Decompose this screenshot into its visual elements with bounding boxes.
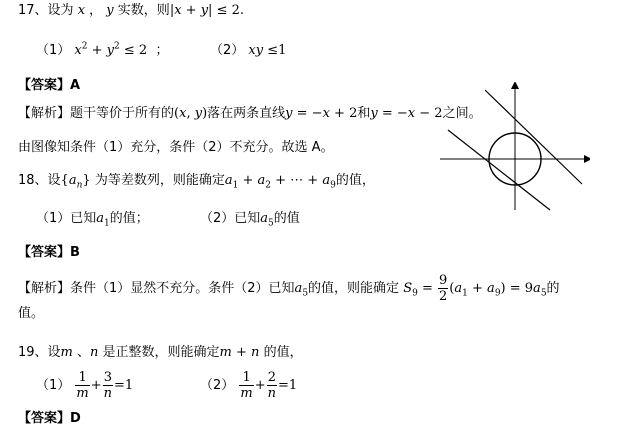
q18-analysis: 【解析】条件（1）显然不充分。条件（2）已知$a_5$的值，则能确定 $S_9$ = $\frac{9}{2}$ $(a_1 + a_9) = 9a_5$的	[18, 273, 560, 304]
q19-condition-2: （2） $\frac{1}{m}$ + $\frac{2}{n}$ =1	[200, 370, 298, 401]
q18-analysis-end: 值。	[18, 306, 45, 321]
q17-condition-2: （2） xy ≤1	[210, 43, 287, 58]
q17-answer: 【答案】A	[18, 78, 81, 93]
q17-graph	[440, 82, 590, 212]
fraction-9-over-2: $\frac{9}{2}$	[439, 273, 448, 304]
q19-answer: 【答案】D	[18, 411, 81, 426]
q19-condition-1: （1） $\frac{1}{m}$ + $\frac{3}{n}$ =1	[36, 370, 134, 401]
q18-condition-2: （2）已知$a_5$的值	[200, 211, 300, 229]
q17-stem: 17、设为 x ， y 实数，则|x + y| ≤ 2.	[18, 3, 245, 18]
q17-analysis-conclusion: 由图像知条件（1）充分，条件（2）不充分。故选 A。	[18, 140, 334, 155]
q18-answer: 【答案】B	[18, 245, 80, 260]
q19-stem: 19、设m 、n 是正整数，则能确定m + n 的值，	[18, 345, 303, 360]
q17-condition-1: （1） $x^2 + y^2 \le 2$ ；	[36, 41, 169, 58]
q18-stem: 18、设$\{a_n\}$ 为等差数列，则能确定$a_1 + a_2$ + ⋯ + $a_9$的值，	[18, 173, 375, 191]
q18-condition-1: （1）已知$a_1$的值；	[36, 211, 149, 229]
q17-analysis: 【解析】题干等价于所有的(x, y)落在两条直线y = −x + 2和y = −x − 2之间。	[18, 106, 482, 121]
